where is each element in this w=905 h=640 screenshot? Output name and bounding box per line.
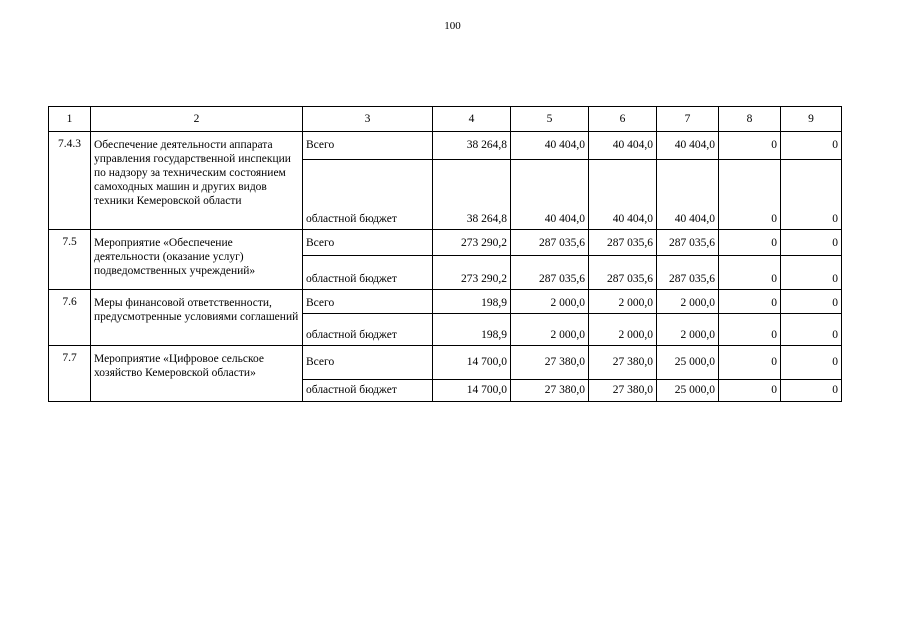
value-cell: 0 bbox=[781, 314, 842, 346]
value-cell: 2 000,0 bbox=[657, 290, 719, 314]
row-name: Обеспечение деятельности аппарата управления государственной инспекции по надзору за техническим состоянием самоходных машин и других видов техники Кемеровской области bbox=[91, 132, 303, 230]
value-cell: 40 404,0 bbox=[589, 160, 657, 230]
header-cell: 4 bbox=[433, 107, 511, 132]
value-cell: 0 bbox=[781, 256, 842, 290]
value-cell: 287 035,6 bbox=[657, 256, 719, 290]
value-cell: 2 000,0 bbox=[657, 314, 719, 346]
value-cell: 273 290,2 bbox=[433, 256, 511, 290]
value-cell: 2 000,0 bbox=[589, 314, 657, 346]
value-cell: 25 000,0 bbox=[657, 380, 719, 402]
value-cell: 0 bbox=[719, 230, 781, 256]
row-code: 7.7 bbox=[49, 346, 91, 402]
value-cell: 14 700,0 bbox=[433, 346, 511, 380]
value-cell: 27 380,0 bbox=[589, 346, 657, 380]
header-cell: 2 bbox=[91, 107, 303, 132]
value-cell: 287 035,6 bbox=[657, 230, 719, 256]
value-cell: 40 404,0 bbox=[657, 132, 719, 160]
table-header-row bbox=[49, 107, 842, 132]
table-row bbox=[49, 230, 842, 256]
row-name: Мероприятие «Цифровое сельское хозяйство Кемеровской области» bbox=[91, 346, 303, 402]
value-cell: 40 404,0 bbox=[657, 160, 719, 230]
value-cell: 14 700,0 bbox=[433, 380, 511, 402]
value-cell: 27 380,0 bbox=[589, 380, 657, 402]
value-cell: 2 000,0 bbox=[511, 314, 589, 346]
value-cell: 40 404,0 bbox=[511, 160, 589, 230]
budget-table bbox=[48, 106, 842, 402]
value-cell: 287 035,6 bbox=[511, 256, 589, 290]
funding-source: областной бюджет bbox=[303, 256, 433, 290]
table-row bbox=[49, 290, 842, 314]
page-number: 100 bbox=[444, 20, 461, 32]
value-cell: 40 404,0 bbox=[511, 132, 589, 160]
value-cell: 25 000,0 bbox=[657, 346, 719, 380]
value-cell: 287 035,6 bbox=[511, 230, 589, 256]
header-cell: 8 bbox=[719, 107, 781, 132]
value-cell: 0 bbox=[719, 346, 781, 380]
value-cell: 198,9 bbox=[433, 314, 511, 346]
funding-source: Всего bbox=[303, 230, 433, 256]
funding-source: областной бюджет bbox=[303, 160, 433, 230]
header-cell: 6 bbox=[589, 107, 657, 132]
value-cell: 0 bbox=[781, 160, 842, 230]
table-row bbox=[49, 132, 842, 160]
value-cell: 0 bbox=[719, 290, 781, 314]
row-name: Меры финансовой ответственности, предусмотренные условиями соглашений bbox=[91, 290, 303, 346]
funding-source: Всего bbox=[303, 346, 433, 380]
value-cell: 273 290,2 bbox=[433, 230, 511, 256]
value-cell: 0 bbox=[719, 132, 781, 160]
value-cell: 0 bbox=[781, 132, 842, 160]
value-cell: 0 bbox=[719, 256, 781, 290]
row-name: Мероприятие «Обеспечение деятельности (оказание услуг) подведомственных учреждений» bbox=[91, 230, 303, 290]
row-code: 7.5 bbox=[49, 230, 91, 290]
value-cell: 0 bbox=[781, 290, 842, 314]
value-cell: 0 bbox=[781, 230, 842, 256]
value-cell: 27 380,0 bbox=[511, 380, 589, 402]
value-cell: 287 035,6 bbox=[589, 256, 657, 290]
value-cell: 0 bbox=[719, 380, 781, 402]
value-cell: 0 bbox=[781, 346, 842, 380]
value-cell: 40 404,0 bbox=[589, 132, 657, 160]
value-cell: 38 264,8 bbox=[433, 132, 511, 160]
row-code: 7.6 bbox=[49, 290, 91, 346]
value-cell: 2 000,0 bbox=[589, 290, 657, 314]
value-cell: 198,9 bbox=[433, 290, 511, 314]
header-cell: 7 bbox=[657, 107, 719, 132]
value-cell: 0 bbox=[719, 314, 781, 346]
value-cell: 38 264,8 bbox=[433, 160, 511, 230]
header-cell: 1 bbox=[49, 107, 91, 132]
value-cell: 0 bbox=[781, 380, 842, 402]
value-cell: 2 000,0 bbox=[511, 290, 589, 314]
funding-source: областной бюджет bbox=[303, 380, 433, 402]
value-cell: 287 035,6 bbox=[589, 230, 657, 256]
row-code: 7.4.3 bbox=[49, 132, 91, 230]
funding-source: Всего bbox=[303, 132, 433, 160]
table-row bbox=[49, 346, 842, 380]
funding-source: Всего bbox=[303, 290, 433, 314]
header-cell: 9 bbox=[781, 107, 842, 132]
header-cell: 5 bbox=[511, 107, 589, 132]
value-cell: 27 380,0 bbox=[511, 346, 589, 380]
value-cell: 0 bbox=[719, 160, 781, 230]
header-cell: 3 bbox=[303, 107, 433, 132]
funding-source: областной бюджет bbox=[303, 314, 433, 346]
